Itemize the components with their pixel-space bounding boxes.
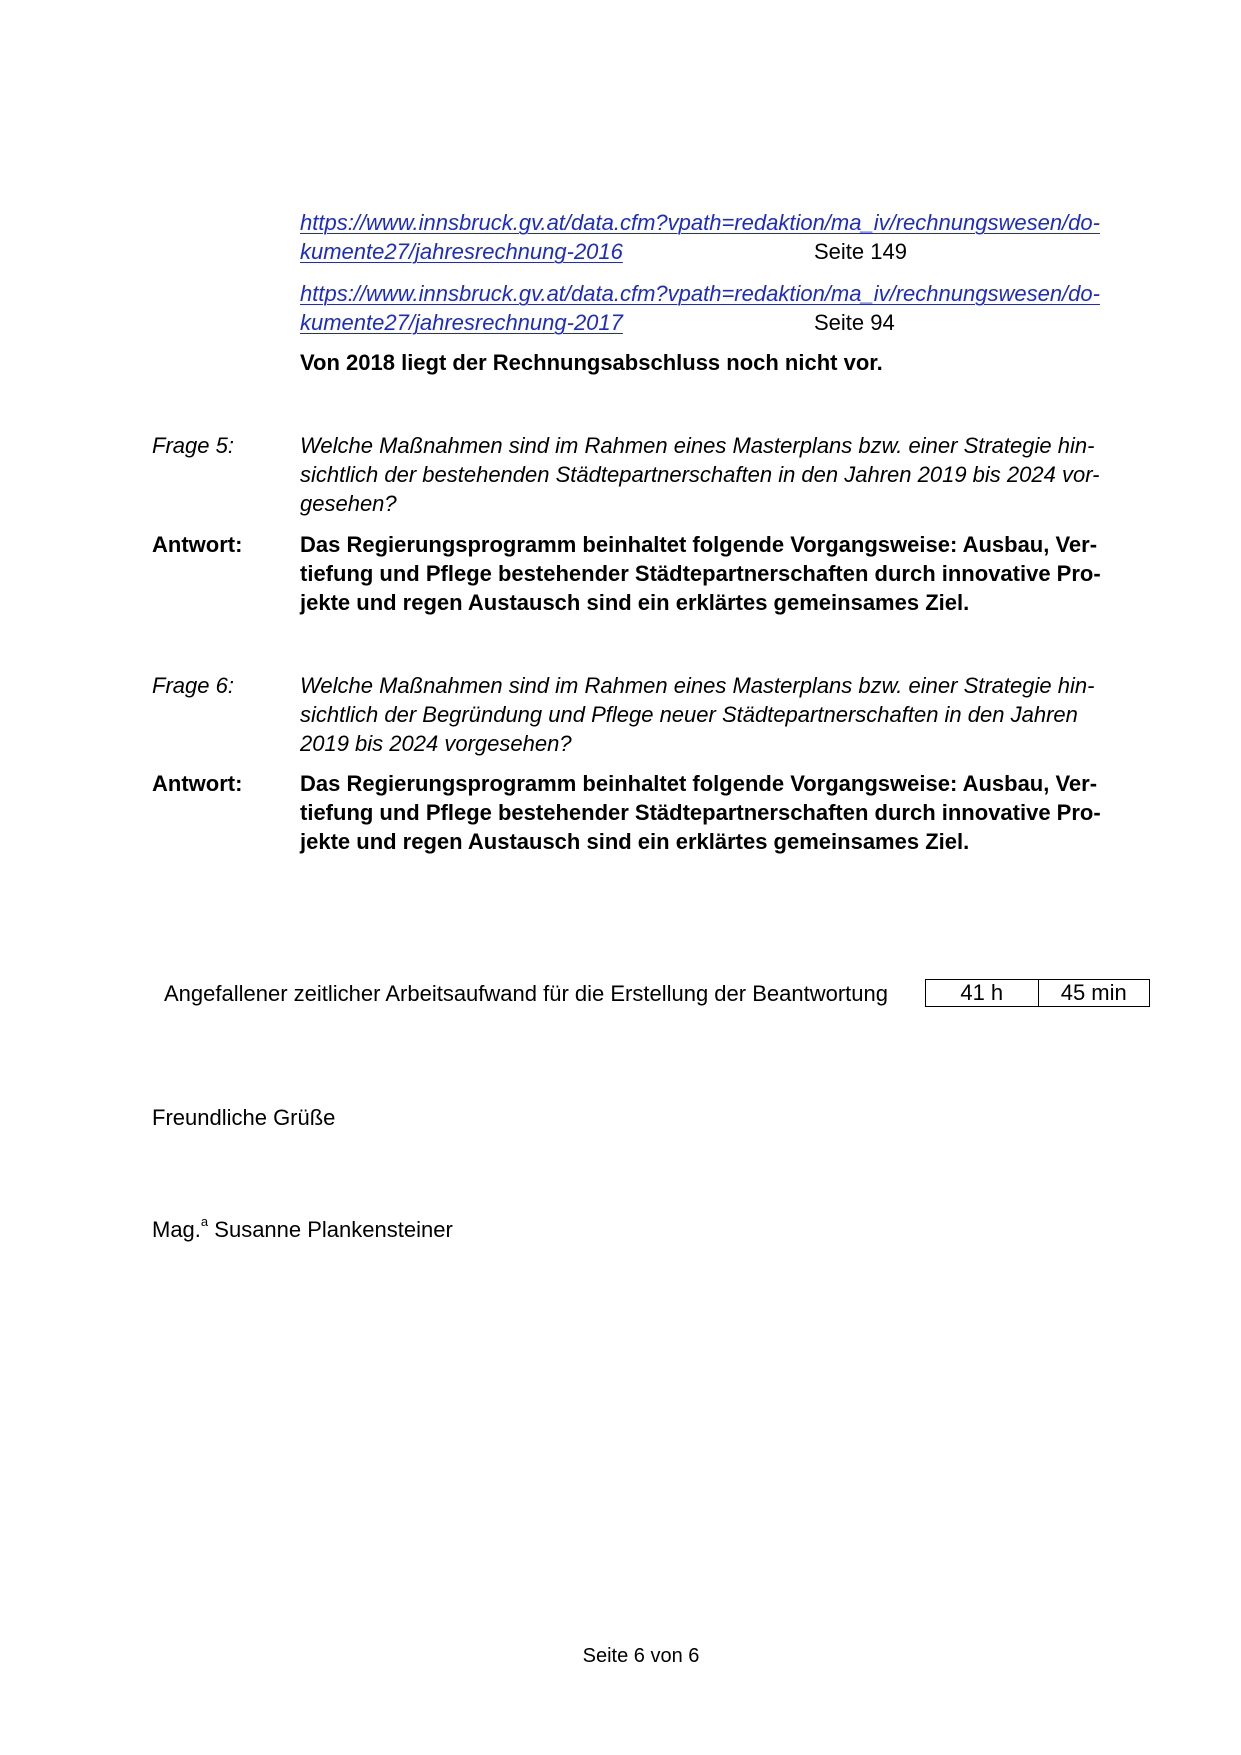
antwort-5-line-3: jekte und regen Austausch sind ein erklärtes gemeinsames Ziel. (300, 590, 970, 615)
link-2017-url-part1[interactable]: https://www.innsbruck.gv.at/data.cfm?vpath=redaktion/ma_iv/rechnungswesen/do- (300, 281, 1100, 306)
signature (152, 1215, 453, 1244)
frage-6-label: Frage 6: (152, 673, 234, 698)
antwort-6-line-1: Das Regierungsprogramm beinhaltet folgende Vorgangsweise: Ausbau, Ver- (300, 771, 1098, 796)
signature-title: Mag. (152, 1217, 201, 1242)
signature-title-sup: a (200, 1213, 209, 1229)
link-2017-url-part2[interactable]: kumente27/jahresrechnung-2017 (300, 310, 623, 335)
frage-6-line-2: sichtlich der Begründung und Pflege neuer Städtepartnerschaften in den Jahren (300, 702, 1078, 727)
link-2016-url-part1[interactable]: https://www.innsbruck.gv.at/data.cfm?vpath=redaktion/ma_iv/rechnungswesen/do- (300, 210, 1100, 235)
link-jahresrechnung-2016-line2 (300, 237, 623, 266)
frage-5-line-1: Welche Maßnahmen sind im Rahmen eines Masterplans bzw. einer Strategie hin- (300, 433, 1095, 458)
antwort-5-line-1: Das Regierungsprogramm beinhaltet folgende Vorgangsweise: Ausbau, Ver- (300, 532, 1098, 557)
antwort-6-line-3: jekte und regen Austausch sind ein erklärtes gemeinsames Ziel. (300, 829, 970, 854)
link-jahresrechnung-2017-line1[interactable] (300, 279, 1100, 308)
effort-hours: 41 h (960, 980, 1004, 1005)
page-ref-2016: Seite 149 (814, 239, 907, 264)
closing-greeting: Freundliche Grüße (152, 1105, 336, 1130)
antwort-6-line-2: tiefung und Pflege bestehender Städtepartnerschaften durch innovative Pro- (300, 800, 1101, 825)
note-2018: Von 2018 liegt der Rechnungsabschluss noch nicht vor. (300, 350, 883, 375)
link-jahresrechnung-2017-line2 (300, 308, 623, 337)
link-2016-url-part2[interactable]: kumente27/jahresrechnung-2016 (300, 239, 623, 264)
frage-5-line-2: sichtlich der bestehenden Städtepartnerschaften in den Jahren 2019 bis 2024 vor- (300, 462, 1100, 487)
antwort-6-label: Antwort: (152, 771, 243, 796)
frage-6-line-1: Welche Maßnahmen sind im Rahmen eines Masterplans bzw. einer Strategie hin- (300, 673, 1095, 698)
link-jahresrechnung-2016-line1[interactable] (300, 208, 1100, 237)
page-footer: Seite 6 von 6 (582, 1645, 700, 1667)
antwort-5-label: Antwort: (152, 532, 243, 557)
page-ref-2017: Seite 94 (814, 310, 895, 335)
signature-name: Susanne Plankensteiner (214, 1217, 453, 1242)
effort-minutes: 45 min (1038, 980, 1150, 1006)
frage-6-line-3: 2019 bis 2024 vorgesehen? (300, 731, 572, 756)
frage-5-line-3: gesehen? (300, 491, 397, 516)
antwort-5-line-2: tiefung und Pflege bestehender Städtepartnerschaften durch innovative Pro- (300, 561, 1101, 586)
effort-label: Angefallener zeitlicher Arbeitsaufwand für die Erstellung der Beantwortung (164, 981, 888, 1006)
frage-5-label: Frage 5: (152, 433, 234, 458)
effort-box (925, 979, 1150, 1007)
